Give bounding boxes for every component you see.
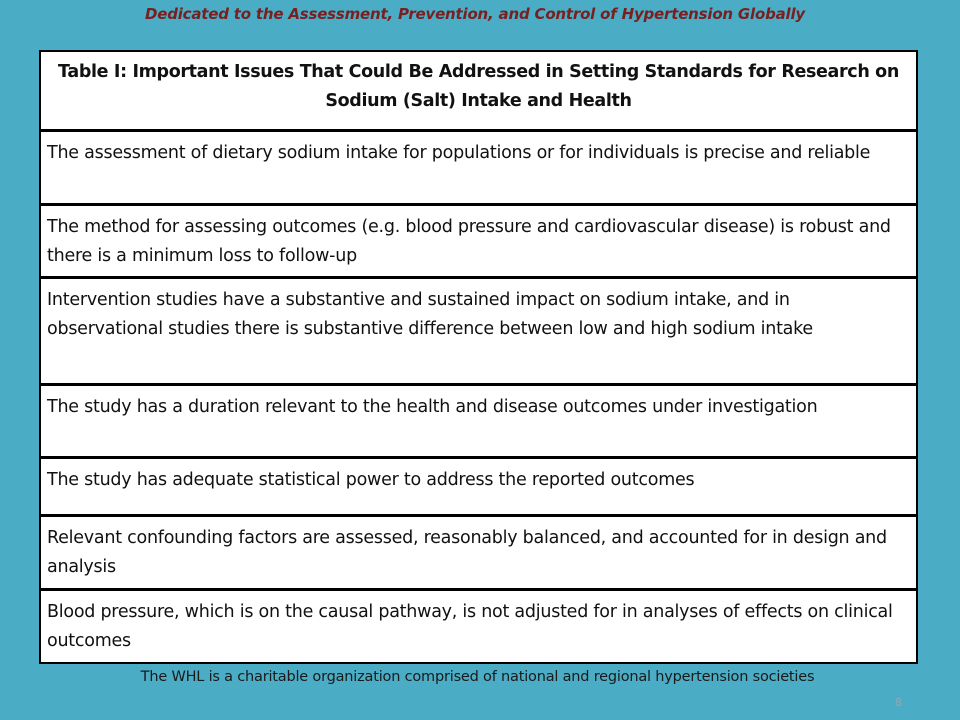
table-row: The study has a duration relevant to the health and disease outcomes under investigation — [41, 386, 916, 456]
standards-table — [39, 50, 918, 664]
table-row: Relevant confounding factors are assessed, reasonably balanced, and accounted for in design and analysis — [41, 517, 916, 588]
slide-header: Dedicated to the Assessment, Prevention, and Control of Hypertension Globally — [144, 5, 806, 23]
table-row: The study has adequate statistical power to address the reported outcomes — [41, 459, 916, 514]
table-row: The assessment of dietary sodium intake for populations or for individuals is precise and reliable — [41, 132, 916, 203]
table-row: The method for assessing outcomes (e.g. blood pressure and cardiovascular disease) is robust and there is a minimum loss to follow-up — [41, 206, 916, 276]
table-title: Table I: Important Issues That Could Be Addressed in Setting Standards for Research on Sodium (Salt) Intake and Health — [41, 52, 916, 129]
slide-footer: The WHL is a charitable organization comprised of national and regional hypertension societies — [140, 669, 815, 685]
table-row: Blood pressure, which is on the causal pathway, is not adjusted for in analyses of effects on clinical outcomes — [41, 591, 916, 662]
page-number: 8 — [895, 696, 902, 709]
table-row: Intervention studies have a substantive and sustained impact on sodium intake, and in observational studies there is substantive difference between low and high sodium intake — [41, 279, 916, 383]
